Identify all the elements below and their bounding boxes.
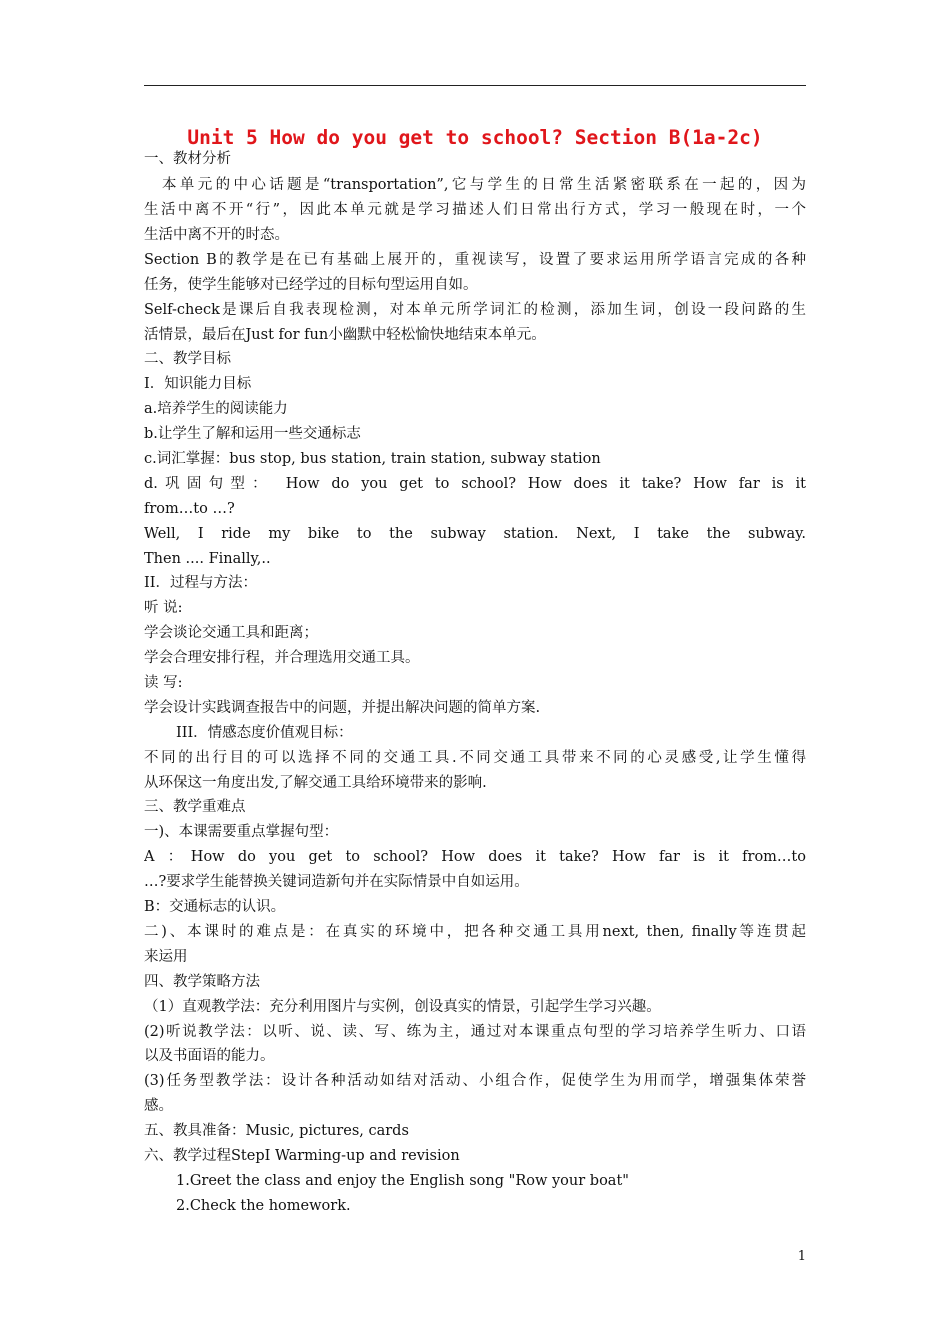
text-line: A ：How do you get to school? How does it take? How far is it from…to: [144, 849, 806, 865]
text-line: 1.Greet the class and enjoy the English song "Row your boat": [176, 1173, 629, 1189]
text-line: 活情景，最后在Just for fun小幽默中轻松愉快地结束本单元。: [144, 327, 546, 343]
text-line: 来运用: [144, 949, 188, 965]
text-line: Well, I ride my bike to the subway station. Next, I take the subway.: [144, 526, 806, 542]
text-line: II．过程与方法：: [144, 575, 257, 591]
text-line: a.培养学生的阅读能力: [144, 401, 288, 417]
text-line: c.词汇掌握：bus stop, bus station, train station, subway station: [144, 451, 601, 467]
text-line: 听 说:: [144, 600, 183, 616]
text-line: b.让学生了解和运用一些交通标志: [144, 426, 361, 442]
text-line: d.巩固句型： How do you get to school? How does it take? How far is it: [144, 476, 806, 492]
section-heading: 四、教学策略方法: [144, 974, 260, 990]
text-line: 感。: [144, 1098, 173, 1114]
text-line: Then .... Finally,..: [144, 551, 271, 567]
page-number: 1: [797, 1249, 806, 1264]
text-line: 二)、本课时的难点是：在真实的环境中，把各种交通工具用next, then, finally等连贯起: [144, 924, 806, 940]
text-line: 学会设计实践调查报告中的问题，并提出解决问题的简单方案.: [144, 700, 541, 716]
text-line: …?要求学生能替换关键词造新句并在实际情景中自如运用。: [144, 874, 529, 890]
text-line: B：交通标志的认识。: [144, 899, 286, 915]
text-line: (2)听说教学法：以听、说、读、写、练为主，通过对本课重点句型的学习培养学生听力、口语: [144, 1024, 806, 1040]
text-line: (3)任务型教学法：设计各种活动如结对活动、小组合作，促使学生为用而学，增强集体荣誉: [144, 1073, 806, 1089]
text-line: Section B的教学是在已有基础上展开的，重视读写，设置了要求运用所学语言完成的各种: [144, 252, 806, 268]
section-heading: 三、教学重难点: [144, 799, 246, 815]
text-line: 学会谈论交通工具和距离；: [144, 625, 318, 641]
text-line: 生活中离不开“行”，因此本单元就是学习描述人们日常出行方式，学习一般现在时，一个: [144, 202, 806, 218]
section-heading: 五、教具准备：Music, pictures, cards: [144, 1123, 409, 1139]
header-rule: [144, 85, 806, 86]
text-line: 以及书面语的能力。: [144, 1048, 275, 1064]
text-line: 2.Check the homework.: [176, 1198, 351, 1214]
section-heading: 二、教学目标: [144, 351, 231, 367]
text-line: 不同的出行目的可以选择不同的交通工具.不同交通工具带来不同的心灵感受,让学生懂得: [144, 750, 806, 766]
text-line: III．情感态度价值观目标：: [176, 725, 353, 741]
document-title: Unit 5 How do you get to school? Section B(1a-2c): [187, 126, 763, 149]
text-line: 读 写:: [144, 675, 183, 691]
text-line: （1）直观教学法：充分利用图片与实例，创设真实的情景，引起学生学习兴趣。: [144, 999, 661, 1015]
text-line: 学会合理安排行程，并合理选用交通工具。: [144, 650, 420, 666]
text-line: 任务，使学生能够对已经学过的目标句型运用自如。: [144, 277, 478, 293]
text-line: from…to …?: [144, 501, 235, 517]
text-line: 从环保这一角度出发,了解交通工具给环境带来的影响.: [144, 775, 487, 791]
text-line: Self-check是课后自我表现检测，对本单元所学词汇的检测，添加生词，创设一段问路的生: [144, 302, 806, 318]
text-line: 一、教材分析: [144, 151, 231, 167]
text-line: 本单元的中心话题是“transportation”,它与学生的日常生活紧密联系在一起的，因为: [162, 177, 806, 193]
text-line: I．知识能力目标: [144, 376, 252, 392]
text-line: 一)、本课需要重点掌握句型：: [144, 824, 339, 840]
section-heading: 六、教学过程StepⅠ Warming-up and revision: [144, 1148, 460, 1164]
text-line: 生活中离不开的时态。: [144, 227, 289, 243]
